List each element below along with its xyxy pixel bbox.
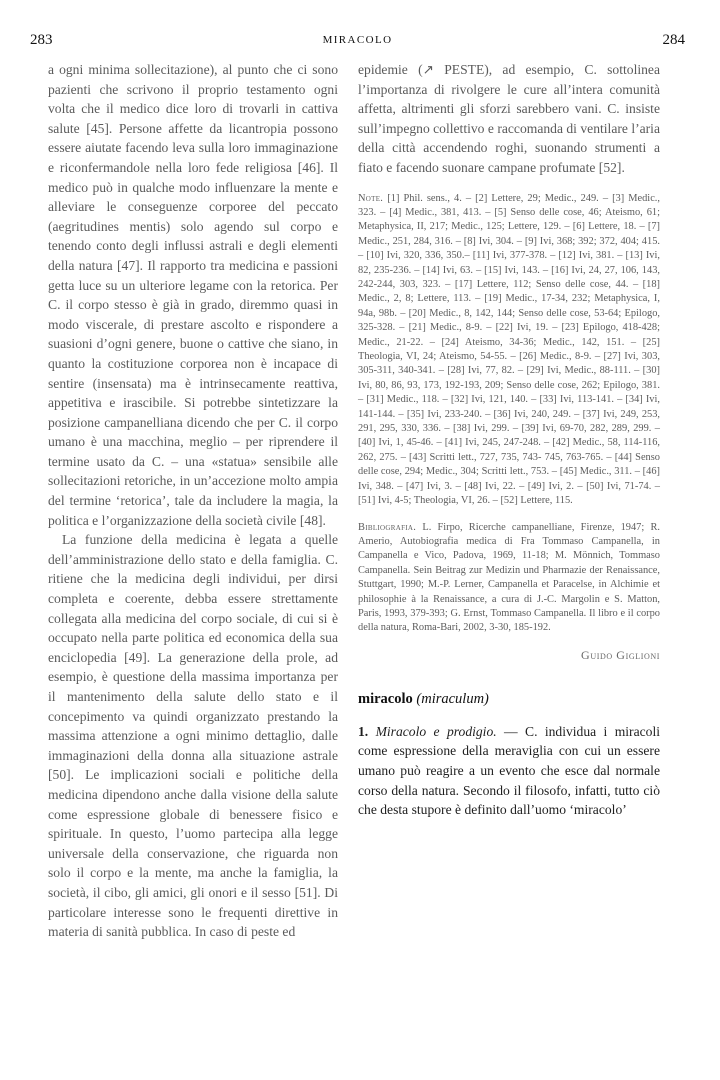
paragraph-2: La funzione della medicina è legata a quelle dell’amministrazione dello stato e della famiglia. C. ritiene che la medicina degli individui, per dirsi completa e coerente, debba essere strettamente collegata alla medicina del corpo sociale, di cui si è occupato nella parte politica ed economica della sua enciclopedia [49]. La generazione della prole, ad esempio, è questione della massima importanza per il mantenimento della salute dello stato e il concepimento va quindi organizzato prestando la massima attenzione a ogni minimo dettaglio, dalle immaginazioni della donna alla situazione astrale [50]. Le implicazioni sociali e politiche della medicina dipendono anche dalla visione della salute come espressione globale di benessere fisico e spirituale. In questo, l’uomo partecipa alla legge universale della conservazione, che riguarda non solo il corpo e la mente, ma anche la famiglia, la società, il cibo, gli amici, gli onori e il sesso [51]. Di particolare interesse sono le frequenti direttive in materia di sanità pubblica. In caso di peste ed bbox=[48, 532, 338, 940]
page-header bbox=[30, 32, 685, 54]
section-text: — C. individua i miracoli come espressione della meraviglia con cui un essere umano può reagire a un evento che esce dal normale corso della natura. Secondo il filosofo, infatti, tutto ciò che desta stupore è definito dall’uomo ‘miracolo’ bbox=[358, 723, 660, 818]
entry-body bbox=[358, 722, 660, 820]
running-title: MIRACOLO bbox=[322, 34, 393, 46]
bibliography-label: Bibliografia. bbox=[358, 521, 417, 533]
entry-term: miracolo bbox=[358, 690, 413, 707]
paragraph-continued: epidemie (↗ PESTE), ad esempio, C. sottolinea l’importanza di rivolgere le cure all’intera comunità affetta, altrimenti gli sforzi sarebbero vani. C. insiste sull’impegno collettivo e raccomanda di ventilare l’aria della città accendendo roghi, suonando strumenti a fiato e facendo suonare campane profumate [52]. bbox=[358, 62, 660, 175]
section-title: Miracolo e prodigio. bbox=[375, 723, 497, 739]
bibliography-text: L. Firpo, Ricerche campanelliane, Firenze, 1947; R. Amerio, Autobiografia medica di Fra Tommaso Campanella, in Campanella e Vico, Padova, 1969, 11-18; M. Mönnich, Tommaso Campanella. Sein Beitrag zur Medizin und Pharmazie der Renaissance, Stuttgart, 1990; M.-P. Lerner, Campanella et Paracelse, in Alchimie et philosophie à la Renaissance, a cura di J.-C. Margolin e S. Matton, Paris, 1993, 379-393; G. Ernst, Tommaso Campanella. Il libro e il corpo della natura, Roma-Bari, 2002, 3-30, 185-192. bbox=[358, 521, 660, 634]
notes-label: Note. bbox=[358, 192, 384, 204]
right-column bbox=[358, 60, 660, 820]
notes-text: [1] Phil. sens., 4. – [2] Lettere, 29; Medic., 249. – [3] Medic., 323. – [4] Medic., 381, 413. – [5] Senso delle cose, 46; Ateismo, 61; Metaphysica, II, 217; Medic., 125; Lettere, 129. – [6] Lettere, 18. – [7] Medic., 251, 284, 316. – [8] Ivi, 304. – [9] Ivi, 368; 392; 372, 404; 415. – [10] Ivi, 320, 336, 350.– [11] Ivi, 377-378. – [12] Ivi, 381. – [13] Ivi, 82, 235-236. – [14] Ivi, 63. – [15] Ivi, 143. – [16] Ivi, 24, 27, 106, 143, 242-244, 303, 323. – [17] Lettere, 112; Senso delle cose, 44. – [18] Medic., 2, 8; Lettere, 113. – [19] Medic., 17-34, 232; Metaphysica, I, 94a, 98b. – [20] Medic., 8, 142, 144; Senso delle cose, 53-64; Epilogo, 325-328. – [21] Medic., 8-9. – [22] Ivi, 19. – [23] Epilogo, 418-428; Medic., 21-22. – [24] Ateismo, 34-36; Medic., 142, 151. – [25] Theologia, VI, 24; Ateismo, 54-55. – [26] Medic., 8-9. – [27] Ivi, 303, 305-311, 340-341. – [28] Ivi, 77, 82. – [29] Ivi, Medic., 88-111. – [30] Ivi, 80, 86, 93, 173, 192-193, 209; Senso delle cose, 262; Epilogo, 381. – [31] Medic., 118. – [32] Ivi, 121, 140. – [33] Ivi, 113-141. – [34] Ivi, 141-144. – [35] Ivi, 233-240. – [36] Ivi, 240, 249. – [37] Ivi, 249, 253, 291, 295, 330, 336. – [38] Ivi, 299. – [39] Ivi, 69-70, 282, 289, 299. – [40] Ivi, 1, 45-46. – [41] Ivi, 245, 247-248. – [42] Medic., 58, 114-116, 262, 275. – [43] Scritti lett., 727, 735, 743- 745, 763-765. – [44] Senso delle cose, 294; Medic., 304; Scritti lett., 753. – [45] Medic., 311. – [46] Ivi, 348. – [47] Ivi, 3. – [48] Ivi, 22. – [49] Ivi, 2. – [50] Ivi, 71-74. – [51] Ivi, 4-5; Theologia, VI, 26. – [52] Lettere, 115. bbox=[358, 192, 661, 507]
entry-heading bbox=[358, 691, 660, 708]
entry-latin: (miraculum) bbox=[416, 690, 489, 707]
right-body bbox=[358, 60, 660, 178]
entry-author: Guido Giglioni bbox=[581, 647, 660, 662]
paragraph-1: a ogni minima sollecitazione), al punto che ci sono pazienti che scrivono il proprio testamento ogni volta che il medico dice loro di trovarli in cattiva salute [45]. Persone affette da licantropia possono essere aiutate facendo leva sulla loro immaginazione e riconfermandole nella loro fede religiosa [46]. Il medico può in qualche modo influenzare la mente e alleviare le conseguenze corporee del peccato (aegritudines mentis) solo agendo sul corpo e tenendo conto degli influssi astrali e degli elementi della natura [47]. Il rapporto tra medicina e passioni getta luce su un ulteriore legame con la retorica. Per C. il corpo stesso è già in grado, diremmo quasi in modo viscerale, di prestare ascolto e rispondere a suasioni d’ogni genere, buone o cattive che siano, in quanto la costituzione corporea non è incapace di sentire (insensata) ma è intrinsecamente reattiva, appetitiva e irascibile. Si potrebbe sintetizzare la posizione campanelliana dicendo che per C. il corpo umano è una macchina, meglio – per riprendere il termine usato da C. – una «statua» sensibile alle sollecitazioni retoriche, in un’accezione molto ampia del termine ‘retorica’, tale da includere la magia, la politica e l’organizzazione della società civile [48]. bbox=[48, 62, 338, 528]
bibliography-section bbox=[358, 521, 660, 636]
left-column bbox=[48, 60, 338, 942]
notes-section bbox=[358, 192, 660, 509]
page-number-left: 283 bbox=[30, 32, 53, 48]
page-number-right: 284 bbox=[662, 32, 685, 48]
section-number: 1. bbox=[358, 723, 369, 739]
left-body bbox=[48, 60, 338, 942]
